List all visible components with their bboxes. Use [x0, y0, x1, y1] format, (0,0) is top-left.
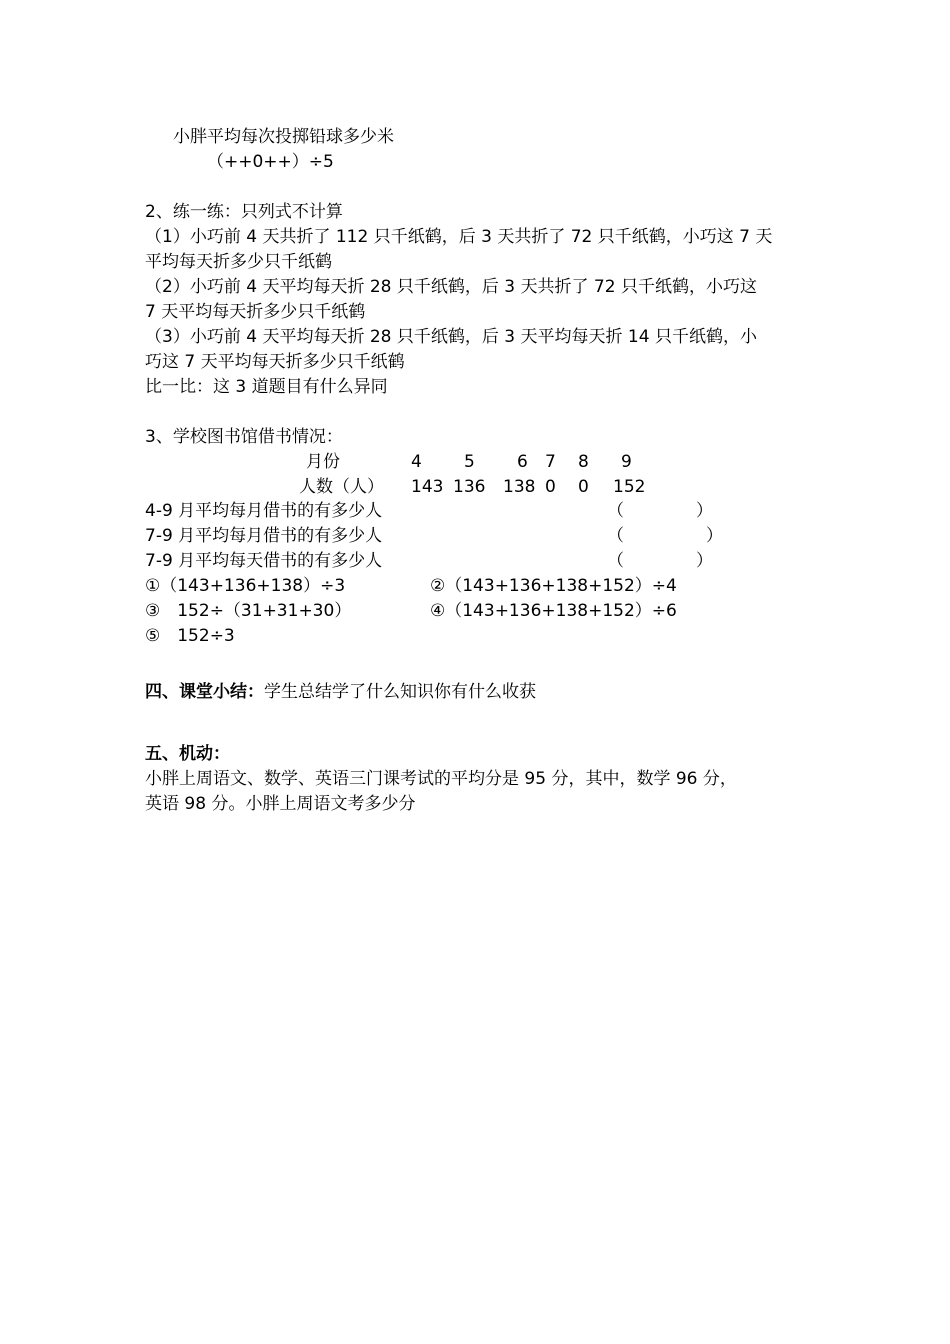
table-cell: 6 [517, 452, 528, 472]
question-line: 小胖平均每次投掷铅球多少米 [173, 127, 394, 147]
question-1-line-2: 平均每天折多少只千纸鹤 [145, 252, 332, 272]
table-cell: 8 [578, 452, 589, 472]
option-2: ②（143+136+138+152）÷4 [430, 576, 677, 596]
fill-question: 4-9 月平均每月借书的有多少人 [145, 501, 383, 521]
problem-line-1: 小胖上周语文、数学、英语三门课考试的平均分是 95 分，其中，数学 96 分， [145, 769, 737, 789]
table-cell: 5 [464, 452, 475, 472]
question-3-line-2: 巧这 7 天平均每天折多少只千纸鹤 [145, 352, 405, 372]
answer-paren-open: （ [607, 551, 624, 571]
section-heading: 2、练一练：只列式不计算 [145, 202, 343, 222]
table-cell: 143 [411, 477, 444, 497]
section-heading: 3、学校图书馆借书情况： [145, 427, 343, 447]
question-1-line-1: （1）小巧前 4 天共折了 112 只千纸鹤，后 3 天共折了 72 只千纸鹤，小巧这 7 天 [145, 227, 773, 247]
summary-line [145, 680, 536, 704]
table-cell: 7 [545, 452, 556, 472]
answer-paren-open: （ [607, 501, 624, 521]
table-cell: 0 [545, 477, 556, 497]
problem-line-2: 英语 98 分。小胖上周语文考多少分 [145, 794, 416, 814]
table-row-label: 月份 [306, 452, 340, 472]
question-2-line-2: 7 天平均每天折多少只千纸鹤 [145, 302, 366, 322]
formula-line: （++0++）÷5 [207, 152, 334, 172]
option-3: ③ 152÷（31+31+30） [145, 601, 352, 621]
fill-question: 7-9 月平均每天借书的有多少人 [145, 551, 383, 571]
option-5: ⑤ 152÷3 [145, 626, 235, 646]
question-2-line-1: （2）小巧前 4 天平均每天折 28 只千纸鹤，后 3 天共折了 72 只千纸鹤，小巧这 [145, 277, 757, 297]
fill-question: 7-9 月平均每月借书的有多少人 [145, 526, 383, 546]
option-1: ①（143+136+138）÷3 [145, 576, 346, 596]
table-cell: 0 [578, 477, 589, 497]
compare-line: 比一比：这 3 道题目有什么异同 [145, 377, 388, 397]
table-cell: 152 [613, 477, 646, 497]
table-row-label: 人数（人） [299, 477, 384, 497]
summary-text: 学生总结学了什么知识你有什么收获 [264, 682, 536, 702]
table-cell: 9 [621, 452, 632, 472]
table-cell: 138 [503, 477, 536, 497]
table-cell: 136 [453, 477, 486, 497]
answer-paren-open: （ [607, 526, 624, 546]
answer-paren-close: ） [696, 551, 713, 571]
question-3-line-1: （3）小巧前 4 天平均每天折 28 只千纸鹤，后 3 天平均每天折 14 只千纸鹤，小 [145, 327, 757, 347]
section-heading: 四、课堂小结： [145, 682, 264, 702]
answer-paren-close: ） [696, 501, 713, 521]
table-cell: 4 [411, 452, 422, 472]
answer-paren-close: ） [706, 526, 723, 546]
section-heading: 五、机动： [145, 744, 230, 764]
option-4: ④（143+136+138+152）÷6 [430, 601, 677, 621]
